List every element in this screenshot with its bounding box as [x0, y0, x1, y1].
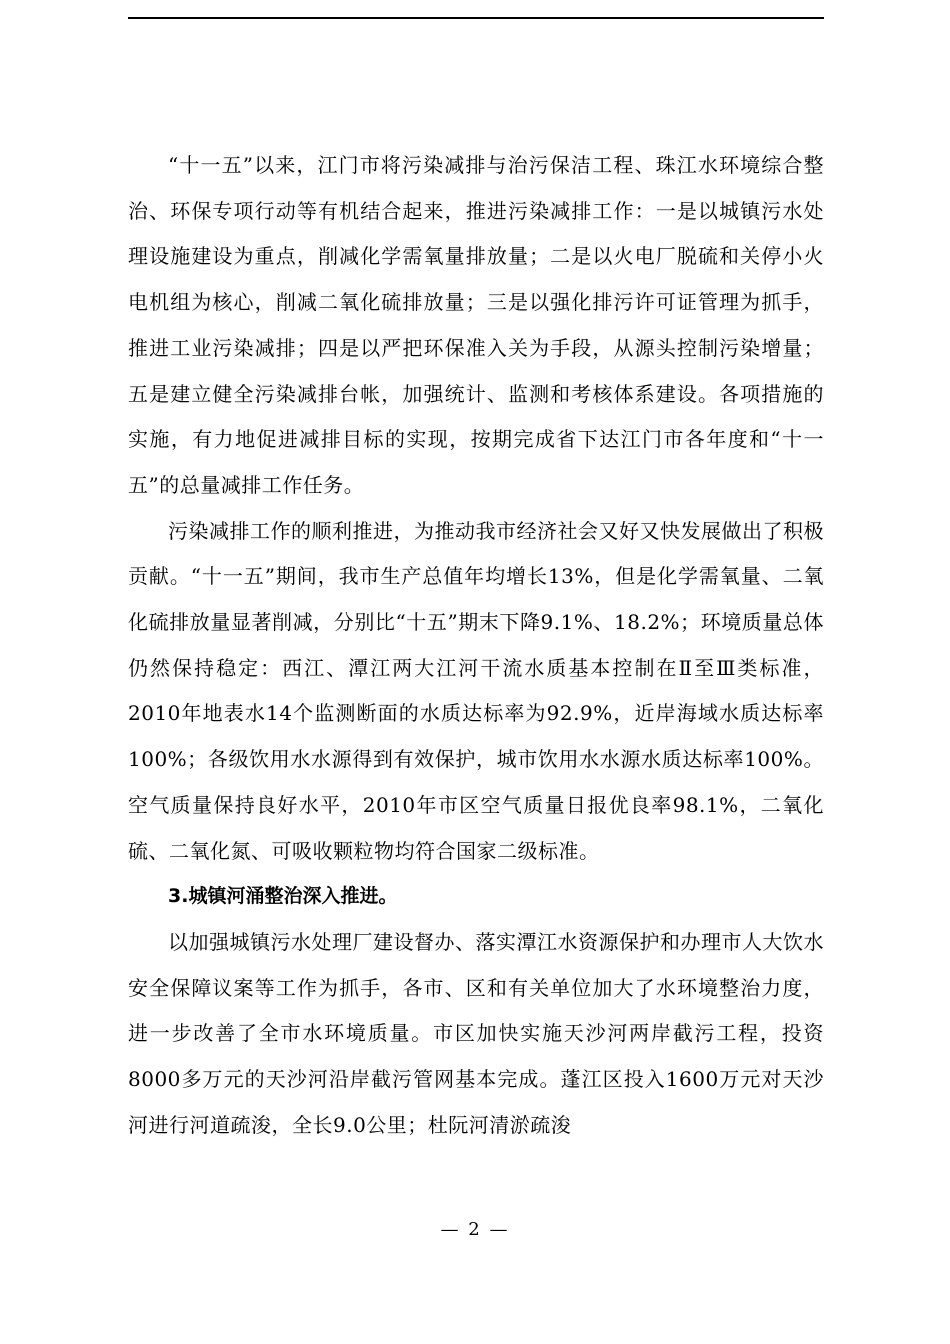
paragraph-emission-reduction-results: 污染减排工作的顺利推进，为推动我市经济社会又好又快发展做出了积极贡献。“十一五”期间，我市生产总值年均增长13%，但是化学需氧量、二氧化硫排放量显著削减，分别比“十五”期末下降9.1%、18.2%；环境质量总体仍然保持稳定：西江、潭江两大江河干流水质基本控制在Ⅱ至Ⅲ类标准，2010年地表水14个监测断面的水质达标率为92.9%，近岸海域水质达标率100%；各级饮用水水源得到有效保护，城市饮用水水源水质达标率100%。空气质量保持良好水平，2010年市区空气质量日报优良率98.1%，二氧化硫、二氧化氮、可吸收颗粒物均符合国家二级标准。	[128, 518, 824, 863]
document-body	[128, 143, 824, 1148]
page-number: — 2 —	[440, 1219, 510, 1240]
paragraph-emission-reduction-measures: “十一五”以来，江门市将污染减排与治污保洁工程、珠江水环境综合整治、环保专项行动等有机结合起来，推进污染减排工作：一是以城镇污水处理设施建设为重点，削减化学需氧量排放量；二是以火电厂脱硫和关停小火电机组为核心，削减二氧化硫排放量；三是以强化排污许可证管理为抓手，推进工业污染减排；四是以严把环保准入关为手段，从源头控制污染增量；五是建立健全污染减排台帐，加强统计、监测和考核体系建设。各项措施的实施，有力地促进减排目标的实现，按期完成省下达江门市各年度和“十一五”的总量减排工作任务。	[128, 153, 824, 497]
paragraph-river-remediation: 以加强城镇污水处理厂建设督办、落实潭江水资源保护和办理市人大饮水安全保障议案等工作为抓手，各市、区和有关单位加大了水环境整治力度，进一步改善了全市水环境质量。市区加快实施天沙河两岸截污工程，投资8000多万元的天沙河沿岸截污管网基本完成。蓬江区投入1600万元对天沙河进行河道疏浚，全长9.0公里；杜阮河清淤疏浚	[128, 929, 824, 1137]
header-rule	[128, 17, 824, 19]
section-heading-river-remediation: 3.城镇河涌整治深入推进。	[168, 885, 398, 908]
